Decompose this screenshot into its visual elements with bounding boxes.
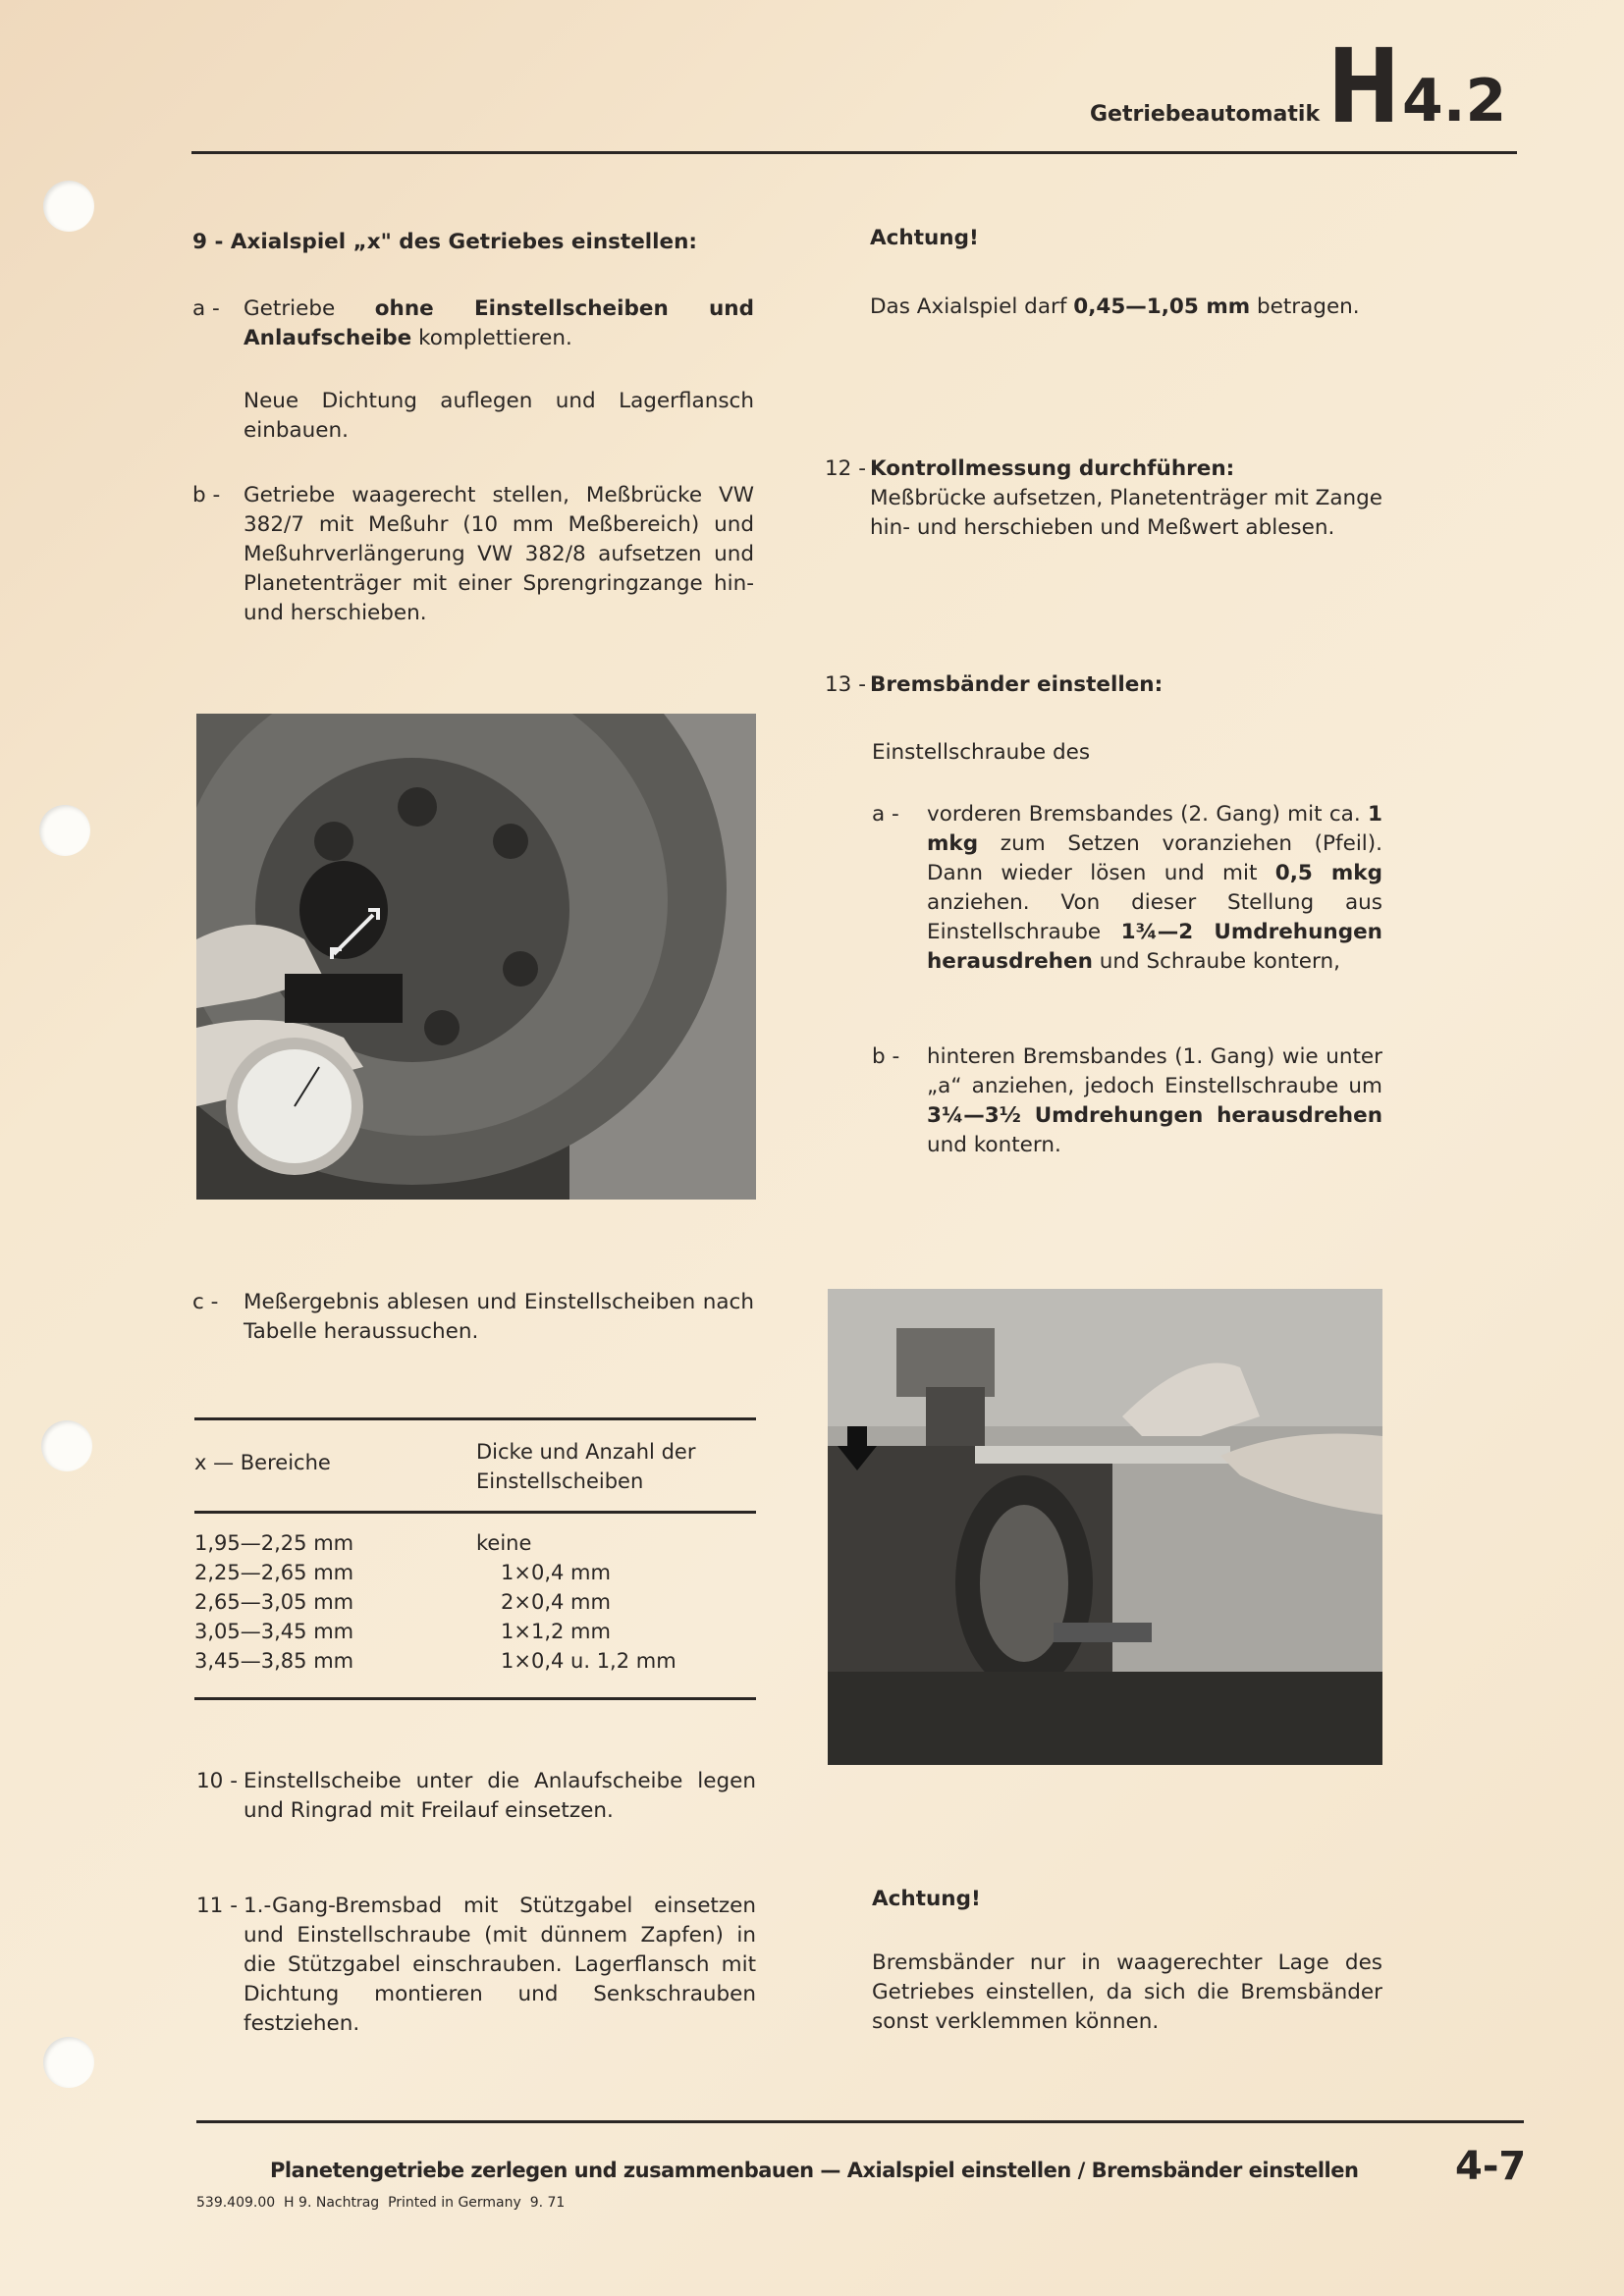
text: zum Setzen voranziehen (Pfeil). Dann wieder lösen und mit [927,831,1382,885]
table-row [194,1646,756,1676]
page-number: 4-7 [1455,2144,1527,2189]
step-title: Axialspiel „x" des Getriebes einstellen: [230,230,698,254]
step-number: 9 - [192,230,224,254]
bold-text: ohne Einstellscheiben und Anlaufscheibe [244,296,754,350]
step-number: 12 - [825,456,866,481]
table-rule [194,1697,756,1700]
step-9c [192,1288,754,1347]
table-rule [194,1417,756,1420]
text: betragen. [1250,294,1360,319]
shim-cell: 1×0,4 u. 1,2 mm [501,1649,677,1673]
step-number: 11 - [196,1894,238,1918]
step-text: Getriebe waagerecht stellen, Meßbrücke VW 382/7 mit Meßuhr (10 mm Meßbereich) und Meßuhrverlängerung VW 382/8 aufsetzen und Planetenträger mit einer Sprengringzange hin- und herschieben. [244,483,754,625]
table-header-shims: Dicke und Anzahl der Einstellscheiben [476,1440,696,1493]
caution-title: Achtung! [872,1887,981,1911]
step-11 [196,1892,756,2039]
footer-title: Planetengetriebe zerlegen und zusammenbauen — Axialspiel einstellen / Bremsbänder einstellen [270,2159,1359,2182]
text: komplettieren. [411,326,572,350]
shim-table [194,1528,756,1676]
range-cell: 3,05—3,45 mm [194,1620,354,1643]
punch-hole [39,805,90,856]
section-number: 4.2 [1402,67,1507,135]
punch-hole [41,1420,92,1471]
step-9-heading [192,228,762,257]
bold-text: 0,5 mkg [1274,861,1382,885]
header-rule [191,151,1517,154]
step-text: Meßbrücke aufsetzen, Planetenträger mit Zange hin- und herschieben und Meßwert ablesen. [870,486,1382,540]
range-cell: 3,45—3,85 mm [194,1649,354,1673]
step-9a [192,294,754,353]
caution-title: Achtung! [870,226,979,250]
text: hinteren Bremsbandes (1. Gang) wie unter „a“ anziehen, jedoch Einstellschraube um [927,1044,1382,1098]
table-rule [194,1511,756,1514]
caution-text: Bremsbänder nur in waagerechter Lage des Getriebes einstellen, da sich die Bremsbänder sonst verklemmen können. [872,1950,1382,2034]
step-label: a - [872,802,899,827]
step-13 [825,670,1382,700]
step-number: 10 - [196,1769,238,1793]
bold-text: 1¾—2 Umdrehungen herausdrehen [927,920,1382,974]
step-13-intro: Einstellschraube des [872,740,1091,765]
table-header-range: x — Bereiche [194,1451,331,1474]
section-letter: H [1327,27,1400,146]
table-row [194,1587,756,1617]
shim-cell: keine [476,1531,532,1555]
step-text: Einstellscheibe unter die Anlaufscheibe legen und Ringrad mit Freilauf einsetzen. [244,1769,756,1823]
imprint: 539.409.00 H 9. Nachtrag Printed in Germany 9. 71 [196,2195,566,2211]
shim-cell: 2×0,4 mm [501,1590,611,1614]
step-9a-note: Neue Dichtung auflegen und Lagerflansch einbauen. [244,389,754,443]
step-10 [196,1767,756,1826]
step-13a [872,800,1382,977]
step-12 [825,454,1382,543]
footer-rule [196,2120,1524,2123]
step-9b [192,481,754,628]
text: vorderen Bremsbandes (2. Gang) mit ca. [927,802,1369,827]
shim-cell: 1×0,4 mm [501,1561,611,1584]
punch-hole [43,181,94,232]
text: und kontern. [927,1133,1061,1157]
table-row [194,1528,756,1558]
step-title: Bremsbänder einstellen: [870,672,1164,697]
step-label: b - [872,1044,900,1069]
bold-text: 1 mkg [927,802,1382,856]
bold-text: 3¼—3½ Umdrehungen herausdrehen [927,1103,1382,1128]
range-cell: 1,95—2,25 mm [194,1531,354,1555]
bold-text: 0,45—1,05 mm [1073,294,1251,319]
photo-dial-gauge-measurement [196,714,756,1200]
table-row [194,1617,756,1646]
shim-cell: 1×1,2 mm [501,1620,611,1643]
step-label: a - [192,296,220,321]
table-row [194,1558,756,1587]
section-title: Getriebeautomatik [1090,102,1321,127]
step-label: c - [192,1290,219,1314]
range-cell: 2,65—3,05 mm [194,1590,354,1614]
punch-hole [43,2037,94,2088]
step-title: Kontrollmessung durchführen: [870,456,1235,481]
step-text: 1.-Gang-Bremsbad mit Stützgabel einsetzen und Einstellschraube (mit dünnem Zapfen) in die Stützgabel einschrauben. Lagerflansch mit Dichtung montieren und Senkschrauben festziehen. [244,1894,756,2036]
range-cell: 2,25—2,65 mm [194,1561,354,1584]
text: Getriebe [244,296,375,321]
step-number: 13 - [825,672,866,697]
photo-brake-band-adjustment [828,1289,1382,1765]
text: und Schraube kontern, [1092,949,1340,974]
caution-text [870,293,1382,322]
text: Das Axialspiel darf [870,294,1074,319]
step-13b [872,1042,1382,1160]
text: anziehen. Von dieser Stellung aus Einstellschraube [927,890,1382,944]
step-label: b - [192,483,221,507]
step-text: Meßergebnis ablesen und Einstellscheiben nach Tabelle heraussuchen. [244,1290,754,1344]
